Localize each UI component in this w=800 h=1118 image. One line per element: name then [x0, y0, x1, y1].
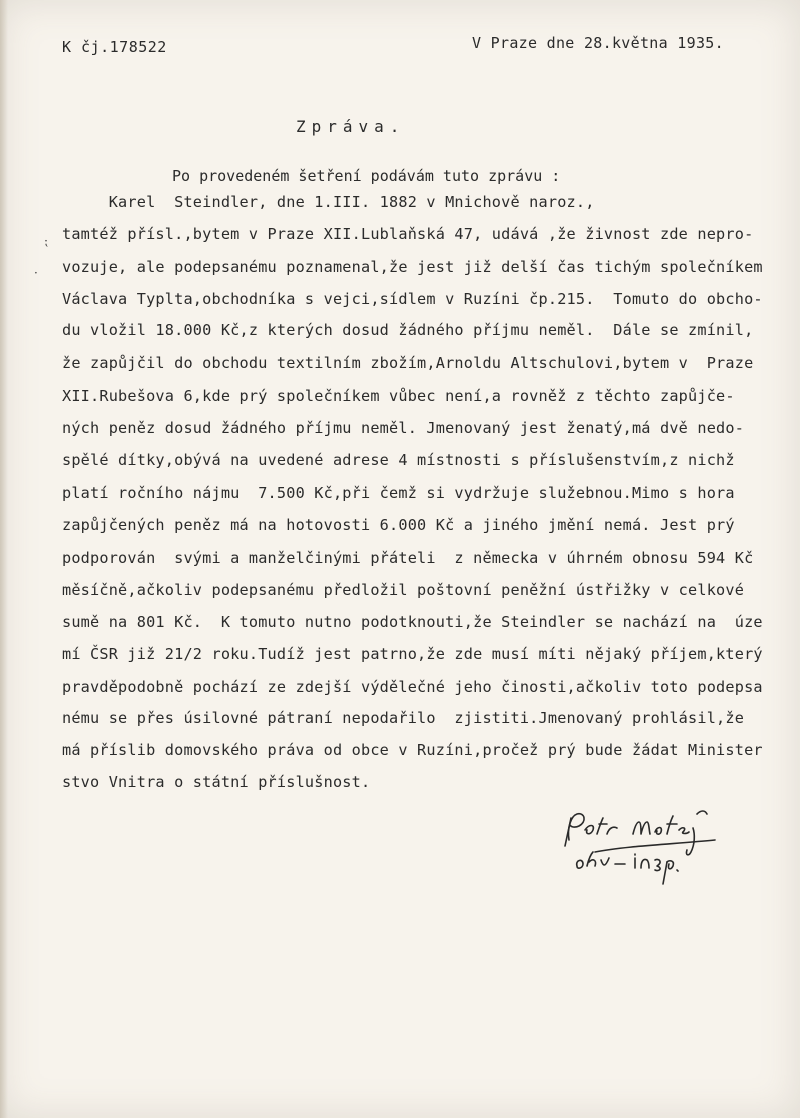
body-line: tamtéž přísl.,bytem v Praze XII.Lublaňská 47, udává ,že živnost zde nepro- [62, 225, 754, 243]
body-line: má příslib domovského práva od obce v Ruzíni,pročež prý bude žádat Minister [62, 741, 763, 759]
margin-mark: · [34, 266, 38, 280]
body-line: nému se přes úsilovné pátraní nepodařilo zjistiti.Jmenovaný prohlásil,že [62, 709, 745, 727]
body-line: pravděpodobně pochází ze zdejší výdělečné jeho činosti,ačkoliv toto podepsa [62, 678, 763, 696]
body-line: ných peněz dosud žádného příjmu neměl. Jmenovaný jest ženatý,má dvě nedo- [62, 419, 745, 437]
body-line: stvo Vnitra o státní příslušnost. [62, 773, 371, 791]
body-line: podporován svými a manželčinými přáteli z německa v úhrném obnosu 594 Kč [62, 549, 754, 567]
body-line: že zapůjčil do obchodu textilním zbožím,Arnoldu Altschulovi,bytem v Praze [62, 354, 754, 372]
handwritten-signature [555, 800, 745, 890]
body-line: spělé dítky,obývá na uvedené adrese 4 místnosti s příslušenstvím,z nichž [62, 451, 735, 469]
body-line: mí ČSR již 21/2 roku.Tudíž jest patrno,že zde musí míti nějaký příjem,který [62, 645, 763, 663]
body-line: du vložil 18.000 Kč,z kterých dosud žádného příjmu neměl. Dále se zmínil, [62, 321, 754, 339]
margin-mark: ⁏ [44, 234, 49, 248]
signature-drawing [555, 800, 745, 890]
body-line: měsíčně,ačkoliv podepsanému předložil poštovní peněžní ústřižky v celkové [62, 581, 745, 599]
body-line: vozuje, ale podepsanému poznamenal,že jest již delší čas tichým společníkem [62, 258, 763, 276]
paper-edge [0, 0, 8, 1118]
date-line: V Praze dne 28.května 1935. [472, 34, 724, 52]
body-line: sumě na 801 Kč. K tomuto nutno podotknouti,že Steindler se nachází na úze [62, 613, 763, 631]
document-title: Zpráva. [296, 117, 406, 136]
body-line: platí ročního nájmu 7.500 Kč,při čemž si vydržuje služebnou.Mimo s hora [62, 484, 735, 502]
intro-line: Po provedeném šetření podávám tuto zprávu : [172, 167, 561, 185]
body-line: zapůjčených peněz má na hotovosti 6.000 Kč a jiného jmění nemá. Jest prý [62, 516, 735, 534]
body-line: XII.Rubešova 6,kde prý společníkem vůbec není,a rovněž z těchto zapůjče- [62, 387, 735, 405]
body-line: Karel Steindler, dne 1.III. 1882 v Mnichově naroz., [62, 193, 595, 211]
body-line: Václava Typlta,obchodníka s vejci,sídlem v Ruzíni čp.215. Tomuto do obcho- [62, 290, 763, 308]
reference-number: K čj.178522 [62, 38, 167, 56]
